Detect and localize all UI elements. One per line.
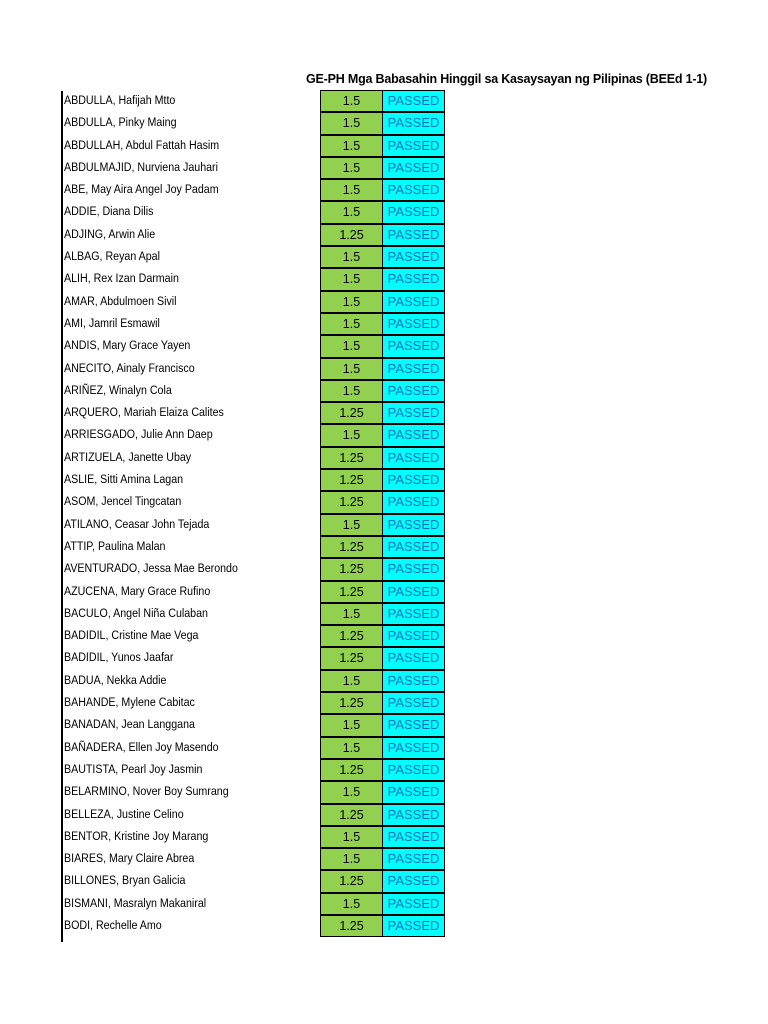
status-cell[interactable]: PASSED [383,714,445,736]
status-cell[interactable]: PASSED [383,647,445,669]
status-cell[interactable]: PASSED [383,157,445,179]
status-cell[interactable]: PASSED [383,90,445,112]
student-name-cell[interactable]: BADUA, Nekka Addie [64,672,167,687]
status-cell[interactable]: PASSED [383,826,445,848]
grade-cell[interactable]: 1.25 [320,625,383,647]
student-name-cell[interactable]: ASLIE, Sitti Amina Lagan [64,472,184,487]
status-cell[interactable]: PASSED [383,224,445,246]
status-cell[interactable]: PASSED [383,246,445,268]
student-row[interactable] [0,112,768,134]
student-name-cell[interactable]: BELLEZA, Justine Celino [64,806,184,821]
student-name-cell[interactable]: BADIDIL, Cristine Mae Vega [64,628,199,643]
student-row[interactable] [0,380,768,402]
grade-cell[interactable]: 1.25 [320,870,383,892]
student-row[interactable] [0,714,768,736]
student-row[interactable] [0,603,768,625]
student-row[interactable] [0,157,768,179]
grade-cell[interactable]: 1.5 [320,514,383,536]
student-name-cell[interactable]: ADJING, Arwin Alie [64,226,156,241]
grade-cell[interactable]: 1.5 [320,179,383,201]
status-cell[interactable]: PASSED [383,358,445,380]
status-cell[interactable]: PASSED [383,848,445,870]
grade-cell[interactable]: 1.5 [320,603,383,625]
grade-cell[interactable]: 1.5 [320,358,383,380]
student-row[interactable] [0,759,768,781]
status-cell[interactable]: PASSED [383,804,445,826]
grade-cell[interactable]: 1.5 [320,781,383,803]
student-name-cell[interactable]: BISMANI, Masralyn Makaniral [64,895,207,910]
student-name-cell[interactable]: ATILANO, Ceasar John Tejada [64,516,210,531]
student-row[interactable] [0,737,768,759]
status-cell[interactable]: PASSED [383,491,445,513]
student-row[interactable] [0,424,768,446]
grade-cell[interactable]: 1.25 [320,558,383,580]
student-name-cell[interactable]: BADIDIL, Yunos Jaafar [64,650,174,665]
student-name-cell[interactable]: ABDULMAJID, Nurviena Jauhari [64,159,218,174]
student-name-cell[interactable]: BODI, Rechelle Amo [64,917,162,932]
status-cell[interactable]: PASSED [383,670,445,692]
status-cell[interactable]: PASSED [383,268,445,290]
student-name-cell[interactable]: BAHANDE, Mylene Cabitac [64,695,195,710]
student-name-cell[interactable]: ADDIE, Diana Dilis [64,204,154,219]
grade-cell[interactable]: 1.25 [320,692,383,714]
student-row[interactable] [0,581,768,603]
grade-cell[interactable]: 1.25 [320,759,383,781]
student-row[interactable] [0,781,768,803]
student-row[interactable] [0,313,768,335]
student-name-cell[interactable]: BIARES, Mary Claire Abrea [64,851,195,866]
student-row[interactable] [0,804,768,826]
grade-cell[interactable]: 1.5 [320,201,383,223]
grade-cell[interactable]: 1.5 [320,90,383,112]
grade-cell[interactable]: 1.5 [320,848,383,870]
student-row[interactable] [0,201,768,223]
grade-cell[interactable]: 1.5 [320,112,383,134]
student-row[interactable] [0,246,768,268]
student-row[interactable] [0,268,768,290]
student-name-cell[interactable]: BAUTISTA, Pearl Joy Jasmin [64,761,203,776]
student-name-cell[interactable]: ATTIP, Paulina Malan [64,538,166,553]
student-name-cell[interactable]: BANADAN, Jean Langgana [64,717,195,732]
status-cell[interactable]: PASSED [383,781,445,803]
student-name-cell[interactable]: AVENTURADO, Jessa Mae Berondo [64,561,238,576]
grade-cell[interactable]: 1.25 [320,469,383,491]
grade-cell[interactable]: 1.5 [320,826,383,848]
status-cell[interactable]: PASSED [383,380,445,402]
status-cell[interactable]: PASSED [383,558,445,580]
student-name-cell[interactable]: BAÑADERA, Ellen Joy Masendo [64,739,219,754]
grade-cell[interactable]: 1.25 [320,915,383,937]
grade-cell[interactable]: 1.5 [320,893,383,915]
grade-cell[interactable]: 1.5 [320,737,383,759]
grade-cell[interactable]: 1.5 [320,291,383,313]
student-row[interactable] [0,870,768,892]
grade-cell[interactable]: 1.5 [320,157,383,179]
student-name-cell[interactable]: BELARMINO, Nover Boy Sumrang [64,784,229,799]
status-cell[interactable]: PASSED [383,915,445,937]
student-row[interactable] [0,514,768,536]
student-row[interactable] [0,224,768,246]
student-row[interactable] [0,536,768,558]
status-cell[interactable]: PASSED [383,402,445,424]
student-row[interactable] [0,848,768,870]
grade-cell[interactable]: 1.25 [320,447,383,469]
student-row[interactable] [0,893,768,915]
status-cell[interactable]: PASSED [383,135,445,157]
status-cell[interactable]: PASSED [383,893,445,915]
student-name-cell[interactable]: ARRIESGADO, Julie Ann Daep [64,427,213,442]
status-cell[interactable]: PASSED [383,625,445,647]
status-cell[interactable]: PASSED [383,291,445,313]
grade-cell[interactable]: 1.25 [320,536,383,558]
status-cell[interactable]: PASSED [383,759,445,781]
student-name-cell[interactable]: ALIH, Rex Izan Darmain [64,271,179,286]
student-name-cell[interactable]: ARQUERO, Mariah Elaiza Calites [64,405,224,420]
status-cell[interactable]: PASSED [383,692,445,714]
status-cell[interactable]: PASSED [383,447,445,469]
student-row[interactable] [0,692,768,714]
sheet-title: GE-PH Mga Babasahin Hinggil sa Kasaysayan ng Pilipinas (BEEd 1-1) [306,72,707,86]
grade-cell[interactable]: 1.5 [320,135,383,157]
student-name-cell[interactable]: BENTOR, Kristine Joy Marang [64,828,209,843]
grade-cell[interactable]: 1.25 [320,491,383,513]
student-row[interactable] [0,915,768,937]
student-row[interactable] [0,335,768,357]
grade-cell[interactable]: 1.25 [320,224,383,246]
student-row[interactable] [0,179,768,201]
grade-cell[interactable]: 1.25 [320,581,383,603]
student-name-cell[interactable]: AMAR, Abdulmoen Sivil [64,293,177,308]
student-name-cell[interactable]: ASOM, Jencel Tingcatan [64,494,182,509]
grade-cell[interactable]: 1.5 [320,313,383,335]
status-cell[interactable]: PASSED [383,514,445,536]
student-name-cell[interactable]: ABDULLA, Hafijah Mtto [64,93,176,107]
student-name-cell[interactable]: AZUCENA, Mary Grace Rufino [64,583,211,598]
student-name-cell[interactable]: ALBAG, Reyan Apal [64,249,160,264]
student-name-cell[interactable]: AMI, Jamril Esmawil [64,315,160,330]
student-name-cell[interactable]: ABE, May Aira Angel Joy Padam [64,182,219,197]
status-cell[interactable]: PASSED [383,536,445,558]
grade-cell[interactable]: 1.5 [320,268,383,290]
grade-cell[interactable]: 1.5 [320,335,383,357]
student-row[interactable] [0,469,768,491]
status-cell[interactable]: PASSED [383,424,445,446]
status-cell[interactable]: PASSED [383,737,445,759]
student-name-cell[interactable]: BILLONES, Bryan Galicia [64,873,186,888]
student-row[interactable] [0,402,768,424]
grade-cell[interactable]: 1.25 [320,804,383,826]
student-name-cell[interactable]: ABDULLAH, Abdul Fattah Hasim [64,137,220,152]
student-name-cell[interactable]: ARIÑEZ, Winalyn Cola [64,382,172,397]
student-row[interactable] [0,447,768,469]
student-row[interactable] [0,558,768,580]
student-name-cell[interactable]: ABDULLA, Pinky Maing [64,115,177,130]
student-row[interactable] [0,358,768,380]
grade-cell[interactable]: 1.25 [320,647,383,669]
grade-cell[interactable]: 1.5 [320,246,383,268]
student-name-cell[interactable]: BACULO, Angel Niña Culaban [64,605,208,620]
student-row[interactable] [0,291,768,313]
student-row[interactable] [0,491,768,513]
student-row[interactable] [0,625,768,647]
status-cell[interactable]: PASSED [383,469,445,491]
student-name-cell[interactable]: ANDIS, Mary Grace Yayen [64,338,191,353]
grade-cell[interactable]: 1.5 [320,424,383,446]
status-cell[interactable]: PASSED [383,603,445,625]
status-cell[interactable]: PASSED [383,581,445,603]
student-list [0,90,768,937]
student-row[interactable] [0,826,768,848]
student-name-cell[interactable]: ANECITO, Ainaly Francisco [64,360,195,375]
status-cell[interactable]: PASSED [383,201,445,223]
student-row[interactable] [0,135,768,157]
status-cell[interactable]: PASSED [383,179,445,201]
status-cell[interactable]: PASSED [383,870,445,892]
grade-cell[interactable]: 1.5 [320,714,383,736]
status-cell[interactable]: PASSED [383,335,445,357]
grade-cell[interactable]: 1.25 [320,402,383,424]
student-row[interactable] [0,670,768,692]
student-row[interactable] [0,90,768,112]
status-cell[interactable]: PASSED [383,112,445,134]
student-row[interactable] [0,647,768,669]
student-name-cell[interactable]: ARTIZUELA, Janette Ubay [64,449,192,464]
grade-cell[interactable]: 1.5 [320,670,383,692]
status-cell[interactable]: PASSED [383,313,445,335]
grade-cell[interactable]: 1.5 [320,380,383,402]
